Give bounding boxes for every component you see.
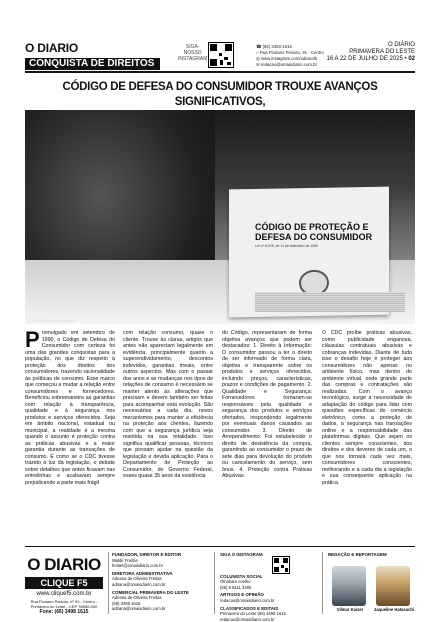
footer-brand: O DIARIO CLIQUE F5 www.cliquef5.com.br Rua Floriano Peixoto, nº 91 - Centro - Primavera do Leste - CEP 78850-000 Fone: (66) 3498 1615 xyxy=(25,555,103,615)
phone-contact: ☎ (86) 3460-1615 xyxy=(256,44,292,49)
reporter-avatar xyxy=(332,566,366,606)
newspaper-logo: O DIARIO xyxy=(25,41,79,55)
book-pages xyxy=(255,292,405,312)
footer-qr-code-icon[interactable] xyxy=(272,556,290,574)
instagram-cta: SIGA- NOSSO INSTAGRAM xyxy=(178,44,208,62)
instagram-contact[interactable]: ◎ www.instagram.com/odiariof5 xyxy=(256,56,318,61)
footer-site-link[interactable]: www.cliquef5.com.br xyxy=(36,591,92,597)
footer-divider xyxy=(25,546,415,547)
email-icon: ✉ xyxy=(256,62,260,67)
email-contact[interactable]: ✉ redacao@omaisdiario.com.br xyxy=(256,62,317,67)
contact-info xyxy=(256,44,324,68)
masthead-contacts: SIGA O INSTAGRAM COLUNISTA SOCIAL Olhatiara coelho (66) 9 8111 3390 ARTIGOS E OPINIÃO redacao@omaisdiario.com.br CLASSIFICADOS E EDITAIS Primavera do Leste (66) 3498 1615 redacao@omaisdiario.com.br xyxy=(220,552,286,622)
footer-separator xyxy=(214,552,215,614)
article-column-2: com relação consumo, quase o cliente. Trouxe às claras, artigos que antes não apareciam legalmente em evidência, principalmente quanto a superendividamento, descontos indevidos, garantias irreais, entre outros aspectos. Mas com o passar dos anos e as mudanças nos tipos de relações de consumo é necessário se manter atento às alterações que precisam e devem também ser feitas para acompanhar esta evolução. São necessários a cada dia, novos mecanismos para manter a eficiência na proteção aos clientes, fazendo com que a segurança jurídica seja mantida na sua totalidade. Isso significa qualificar pessoas, técnicos que possam ajudar na questão da legislação e devida aplicação. Para o Departamento de Proteção ao Consumidor, do Governo Federal, esses quase 35 anos da existência xyxy=(123,330,213,479)
article-column-1: Promulgado em setembro de 1990, o Código de Defesa do Consumidor com certeza foi uma das grandes conquistas para a população, no que diz respeito à proteção dos direitos dos consumidores, trazendo racionalidade às políticas de consumo. Esse marco que começou a mudar a relação entre consumidores e fornecedores. Beneficiou sobremaneira as garantias com relação à transparência, qualidade e à segurança nos produtos e serviços oferecidos. Seja em âmbito nacional, estadual ou municipal, a realidade é a mesma quando o assunto é proteção contra as práticas abusivas e a maior garantia durante as transações de consumo. É como se o CDC tivesse trazido à luz da legislação, o debate sobre detalhes que antes ficavam nas entrelinhas e acabavam sempre prejudicando a parte mais frágil xyxy=(25,327,115,486)
article-photo xyxy=(25,110,415,324)
reporters: REDAÇÃO E REPORTAGEM xyxy=(328,552,387,557)
article-column-4: O CDC proíbe práticas abusivas, como publicidade enganosa, cláusulas contratuais abusivas e cobranças indevidas. Diante de tudo isso o desafio hoje é proteger aos consumidores não apenas no ambiente físico, mas dentro do ambiente virtual, onde grande parte das compras e contratações são realizadas. Com o avanço tecnológico, surge a necessidade de adaptação do código para lidar com questões específicas do comércio eletrônico, como a proteção de dados, a segurança nas transações online e a responsabilidade das plataformas digitais. Que sejam os clientes sempre conscientes, dos direitos e dos deveres de cada um, o que nos tornará cada vez mais, consumidores conscientes, melhorando e a cada dia a legislação e sua consequente aplicação na prática. xyxy=(322,330,412,486)
header-divider xyxy=(25,71,415,73)
qr-code-icon[interactable] xyxy=(208,42,234,68)
page-number: 02 xyxy=(408,56,415,62)
address-contact: ⌂ Rua Floriano Peixoto, 91 - Centro xyxy=(256,50,324,55)
footer-separator xyxy=(322,552,323,614)
book-subtitle: Lei nº 8.078, de 11 de setembro de 1990 xyxy=(255,244,319,248)
section-title: CONQUISTA DE DIREITOS xyxy=(25,58,160,70)
reporter-name: Vilmar Kaizer xyxy=(336,607,364,612)
article-headline: CÓDIGO DE DEFESA DO CONSUMIDOR TROUXE AVANÇOS SIGNIFICATIVOS, xyxy=(62,81,378,108)
photo-credit: CLAF | FolhaSocial Images xyxy=(27,318,76,323)
footer-separator xyxy=(108,552,109,614)
instagram-icon: ◎ xyxy=(256,56,260,61)
publication-info: O DIÁRIO PRIMAVERA DO LESTE 16 A 22 DE JULHO DE 2025 • 02 xyxy=(326,42,415,62)
article-column-3: do Código, representaram de forma objetiva avanços que podem ser destacados: 1. Direito à Informação: O consumidor passou a ter o direito de ser informado de forma clara, objetiva e transparente sobre os produtos e serviços oferecidos, incluindo preços, características, prazos e condições de pagamento. 2. Qualidade e Segurança: Fornecedores tornaram-se responsáveis pela qualidade e segurança dos produtos e serviços ofertados, respondendo legalmente por eventuais danos causados ao consumidor. 3. Direito de Arrependimento: Foi estabelecido o direito de desistência da compra, garantindo ao consumidor o prazo de sete dias para devolução do produto ou cancelamento do serviço, sem ônus. 4. Proteção contra Práticas Abusivas: xyxy=(222,330,312,479)
phone-icon: ☎ xyxy=(256,44,262,49)
masthead-staff: FUNDADOR, DIRETOR E EDITOR Waldir Freitas freitas@omaisdiario.com.br DIRETORA ADMINISTRATIVA Adriana de Oliveira Freitas adriana@omaisdiario.com.br COMERCIAL PRIMAVERA DO LESTE Adriana de Oliveira Freitas (66) 3498 1615 adriana@omaisdiario.com.br xyxy=(112,552,189,612)
location-icon: ⌂ xyxy=(256,50,259,55)
book-title: CÓDIGO DE PROTEÇÃO E DEFESA DO CONSUMIDOR xyxy=(255,222,373,242)
reporter-avatar xyxy=(376,566,410,606)
reporter-name: Jaqueline Hatasachi xyxy=(373,607,415,612)
drop-cap: P xyxy=(25,327,40,352)
